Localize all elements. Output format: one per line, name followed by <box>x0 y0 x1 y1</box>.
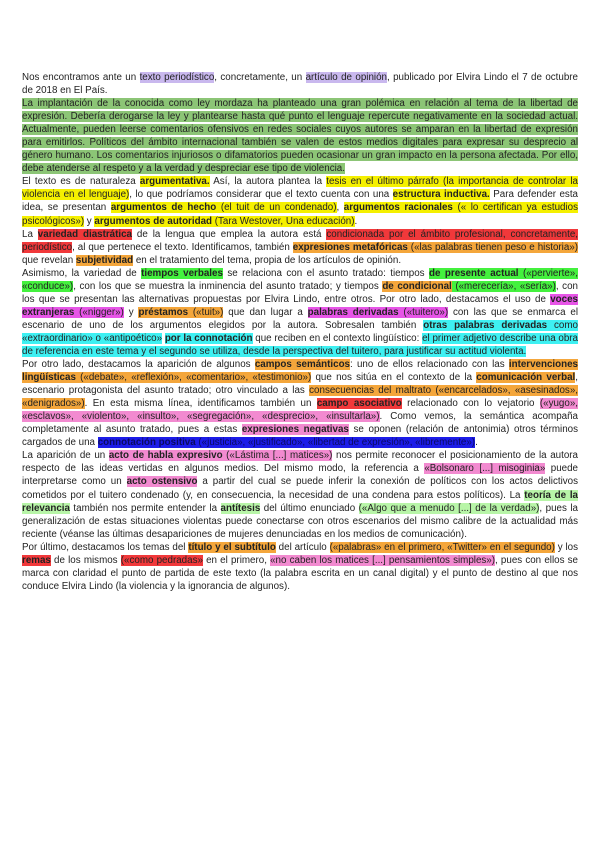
highlighted-text: («justicia», «justificado», «libertad de expresión», «libremente») <box>195 437 476 449</box>
paragraph-6 <box>22 358 578 449</box>
highlighted-text: connotación positiva <box>97 437 196 449</box>
text-run: que revelan <box>22 254 76 266</box>
text-run: de los mismos <box>50 554 121 566</box>
text-run: Por último, destacamos los temas del <box>22 541 189 553</box>
highlighted-text: («nigger») <box>74 306 124 318</box>
text-run: El texto es de naturaleza <box>22 176 140 188</box>
text-run: . <box>475 437 478 449</box>
text-run: que dan lugar a <box>223 306 308 318</box>
highlighted-text: el primer adjetivo describe una obra de referencia en este tema y el segundo se utiliza, desde la perspectiva del tuitero, para justificar su actitud violenta. <box>22 332 579 357</box>
paragraph-7 <box>22 449 578 540</box>
text-run: puede interpretarse como un <box>22 463 578 488</box>
highlighted-text: tiempos verbales <box>141 267 223 279</box>
text-run: y los <box>554 541 579 553</box>
highlighted-text: («tuit») <box>188 306 224 318</box>
paragraph-3 <box>22 175 578 227</box>
text-run: nos permite reconocer el posicionamiento de la autora respecto de las ideas vertidas en algunos medios. Del mismo modo, la referencia a <box>22 450 578 475</box>
highlighted-text: título y el subtítulo <box>188 541 276 553</box>
text-run: que reciben en el contexto lingüístico: <box>252 332 423 344</box>
text-run: , al que pertenece el texto. Identificamos, también <box>72 241 293 253</box>
text-run: La <box>22 228 38 240</box>
text-run: Así, la autora plantea la <box>209 176 327 188</box>
highlighted-text: («debate», «reflexión», «comentario», «testimonio») <box>75 372 312 384</box>
highlighted-text: antítesis <box>220 502 261 514</box>
highlighted-text: por la connotación <box>164 332 253 344</box>
highlighted-text: («palabras» en el primero, «Twitter» en el segundo) <box>329 541 555 553</box>
highlighted-text: subjetividad <box>75 254 134 266</box>
highlighted-text: comunicación verbal <box>476 372 576 384</box>
highlighted-text: artículo de opinión <box>305 72 387 83</box>
paragraph-1 <box>22 71 578 97</box>
text-run: con las que se enmarca el escenario de uno de los argumentos elegidos por la autora. Sobresalen también <box>22 306 579 331</box>
highlighted-text: como «extraordinario» o «antipoético» <box>22 319 578 344</box>
highlighted-text: consecuencias del maltrato («encarcelados», «asesinados», «denigrados») <box>22 385 579 410</box>
text-run: . <box>354 215 358 227</box>
highlighted-text: de presente actual <box>429 267 519 279</box>
highlighted-text: («merecería», «sería») <box>451 280 556 292</box>
text-run: relacionado con lo vejatorio <box>401 398 540 410</box>
document-body <box>22 71 578 593</box>
text-run: : uno de ellos relacionado con las <box>350 359 509 371</box>
highlighted-text: (« lo certifican ya estudios psicológicos») <box>22 202 579 227</box>
highlighted-text: («Algo que a menudo [...] de la verdad») <box>358 502 540 514</box>
highlighted-text: voces extranjeras <box>22 293 578 318</box>
text-run: en el tratamiento del tema, propia de los artículos de opinión. <box>133 254 402 266</box>
highlighted-text: La implantación de la conocida como ley mordaza ha planteado una gran polémica en relación al tema de la libertad de expresión. Debería derogarse la ley y plantearse hasta qué punto el lenguaje repercute negativamente en la sociedad actual. Actualmente, pueden leerse comentarios ofensivos en redes sociales cuyos autores se amparan en la libertad de expresión para emitirlos. Políticos del ámbito internacional también se valen de estos medios digitales para expresar su desprecio al género humano. Los comentarios injuriosos o difamatorios pueden ocasionar un gran impacto en la persona afectada. Por ello, debe atenderse al respeto y a la verdad y despreciar ese tipo de violencia. <box>22 98 578 175</box>
highlighted-text: préstamos <box>138 306 189 318</box>
highlighted-text: («Lástima [...] matices») <box>222 450 333 462</box>
text-run: Asimismo, la variedad de <box>22 267 142 279</box>
text-run: Por otro lado, destacamos la aparición de algunos <box>22 359 255 371</box>
text-run: , con los que se muestra la inminencia del asunto tratado; y tiempos <box>73 280 383 292</box>
highlighted-text: palabras derivadas <box>307 306 399 318</box>
text-run: en el primero, <box>202 554 271 566</box>
text-run: y <box>84 215 95 227</box>
highlighted-text: campo asociativo <box>316 398 402 410</box>
highlighted-text: («pervierte», «conduce») <box>22 267 578 292</box>
highlighted-text: expresiones negativas <box>241 424 349 436</box>
text-run: también nos permite entender la <box>69 502 221 514</box>
highlighted-text: («yugo», «esclavos», «violento», «insulto», «segregación», «desprecio», «insultarla») <box>22 398 579 423</box>
text-run: . Como vemos, la semántica acompaña completamente al asunto tratado, pues a estas <box>22 411 578 436</box>
text-run: , publicado por Elvira Lindo el 7 de octubre de 2018 en El País. <box>22 72 578 97</box>
highlighted-text: argumentos racionales <box>343 202 453 214</box>
text-run: de la lengua que emplea la autora está <box>132 228 327 240</box>
text-run: Nos encontramos ante un <box>22 72 140 83</box>
text-run: , escenario protagonista del asunto tratado; otro vinculado a las <box>22 372 579 397</box>
text-run: se oponen (relación de antonimia) otros términos cargados de una <box>22 424 578 449</box>
text-run: que nos sitúa en el contexto de la <box>311 372 477 384</box>
highlighted-text: (Tara Westover, Una educación) <box>212 215 355 227</box>
text-run: . En esta misma línea, identificamos también un <box>84 398 317 410</box>
highlighted-text: expresiones metafóricas <box>292 241 408 253</box>
highlighted-text: («como pedradas» <box>120 554 203 566</box>
text-run: Para defender esta idea, se presentan <box>22 189 578 214</box>
highlighted-text: teoría de la relevancia <box>22 489 578 514</box>
highlighted-text: «no caben los matices [...] pensamientos simples») <box>270 554 496 566</box>
highlighted-text: variedad diastrática <box>37 228 132 240</box>
text-run: La aparición de un <box>22 450 109 462</box>
highlighted-text: remas <box>22 554 51 566</box>
text-run: y <box>123 306 139 318</box>
highlighted-text: («las palabras tienen peso e historia») <box>407 241 578 253</box>
highlighted-text: de condicional <box>382 280 452 292</box>
highlighted-text: acto de habla expresivo <box>108 450 223 462</box>
paragraph-5 <box>22 267 578 358</box>
highlighted-text: tesis en el último párrafo (la importancia de controlar la violencia en el lenguaje) <box>22 176 578 201</box>
paragraph-4 <box>22 228 578 267</box>
highlighted-text: argumentos de autoridad <box>94 215 212 227</box>
text-run: a partir del cual se puede inferir la conexión de políticos con los actos delictivos cometidos por el tuitero condenado (y, en consecuencia, la necesidad de una condena para estos políticos). La <box>22 476 578 501</box>
highlighted-text: estructura inductiva. <box>392 189 490 201</box>
highlighted-text: intervenciones lingüísticas <box>22 359 579 384</box>
highlighted-text: argumentos de hecho <box>110 202 217 214</box>
highlighted-text: texto periodístico <box>139 72 215 83</box>
text-run: , pues con ellos se marca con claridad el punto de partida de este texto (la palabra escrita en un canal digital) y el punto de destino al que nos conduce Elvira Lindo (la violencia y la ignorancia de algunos). <box>22 554 578 592</box>
highlighted-text: acto ostensivo <box>126 476 198 488</box>
text-run: del último enunciado <box>260 502 359 514</box>
highlighted-text: (el tuit de un condenado) <box>216 202 337 214</box>
text-run: , lo que podríamos considerar que el texto cuenta con una <box>129 189 393 201</box>
text-run: , pues la generalización de estas situaciones violentas puede conectarse con otros escenarios del mismo calibre de la actualidad más reciente (véanse las últimas desapariciones de mujeres denunciadas en los medios de comunicación). <box>22 502 578 540</box>
text-run: del artículo <box>275 541 330 553</box>
text-run: , con los que se presentan las alternativas propuestas por Elvira Lindo, entre otros. Por otro lado, destacamos el uso de <box>22 280 578 305</box>
highlighted-text: argumentativa. <box>139 176 210 188</box>
text-run: , concretamente, un <box>214 72 306 83</box>
paragraph-2 <box>22 97 578 175</box>
text-run: se relaciona con el asunto tratado: tiempos <box>222 267 430 279</box>
text-run: , <box>336 202 344 214</box>
highlighted-text: «Bolsonaro [...] misoginia» <box>424 463 546 475</box>
highlighted-text: condicionada por el ámbito profesional, concretamente, periodístico <box>22 228 578 253</box>
highlighted-text: campos semánticos <box>254 359 350 371</box>
paragraph-8 <box>22 541 578 593</box>
highlighted-text: otras palabras derivadas <box>423 319 548 331</box>
highlighted-text: («tuitero») <box>398 306 449 318</box>
